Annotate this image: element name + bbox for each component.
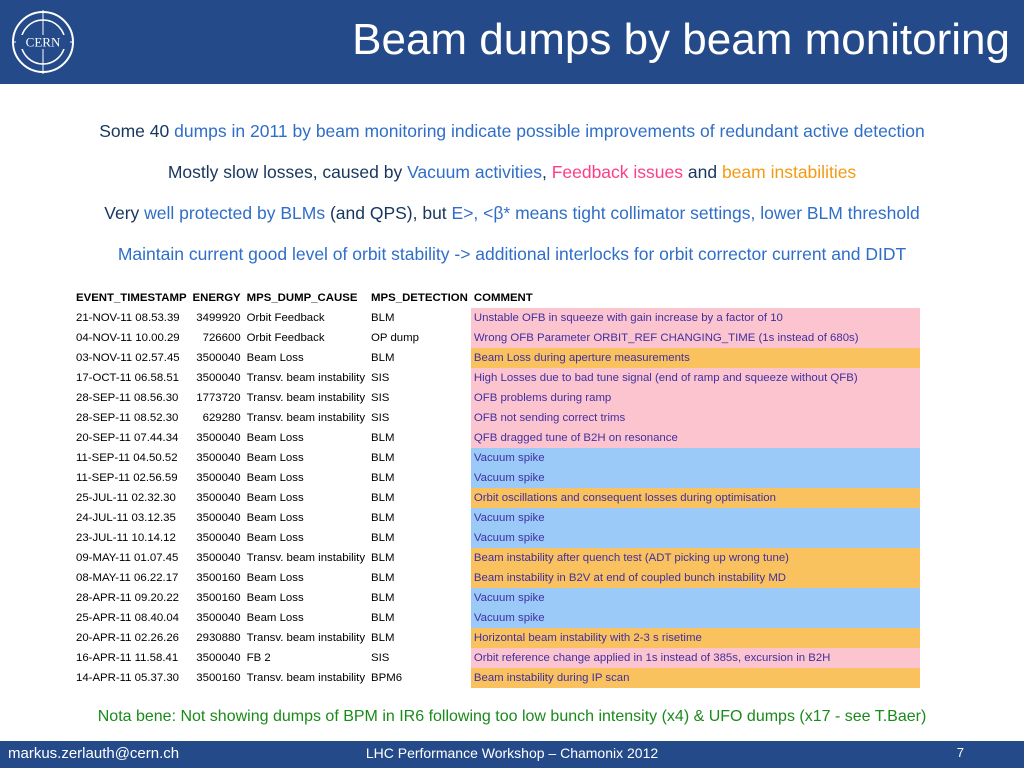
slide-title: Beam dumps by beam monitoring (352, 15, 1010, 64)
table-row (73, 408, 920, 428)
cell-energy: 726600 (202, 332, 241, 344)
cell-timestamp: 08-MAY-11 06.22.17 (76, 572, 179, 584)
cell-detection: BLM (371, 592, 395, 604)
cell-dump-cause: Beam Loss (246, 572, 304, 584)
cell-comment: Vacuum spike (471, 608, 920, 628)
bullet-text-segment: Vacuum activities (407, 162, 542, 182)
cell-detection: BPM6 (371, 672, 403, 684)
cell-energy: 1773720 (196, 392, 241, 404)
cell-energy: 3500040 (196, 512, 241, 524)
table-row (73, 368, 920, 388)
cell-dump-cause: Beam Loss (246, 452, 304, 464)
cell-dump-cause: Beam Loss (246, 612, 304, 624)
cell-detection: SIS (371, 412, 390, 424)
cell-detection: BLM (371, 632, 395, 644)
nota-bene-note: Nota bene: Not showing dumps of BPM in IR6 following too low bunch intensity (x4) & UFO dumps (x17 - see T.Baer) (97, 708, 927, 725)
cell-timestamp: 11-SEP-11 04.50.52 (76, 452, 178, 464)
cell-timestamp: 09-MAY-11 01.07.45 (76, 552, 179, 564)
cell-timestamp: 14-APR-11 05.37.30 (76, 672, 180, 684)
cell-timestamp: 20-SEP-11 07.44.34 (76, 432, 179, 444)
cell-detection: BLM (371, 472, 395, 484)
table-row (73, 568, 920, 588)
table-row (73, 648, 920, 668)
cell-timestamp: 21-NOV-11 08.53.39 (76, 312, 180, 324)
slide-footer (0, 741, 1024, 768)
cell-detection: BLM (371, 492, 395, 504)
footer-event: LHC Performance Workshop – Chamonix 2012 (365, 745, 659, 761)
cell-timestamp: 28-APR-11 09.20.22 (76, 592, 180, 604)
cell-timestamp: 28-SEP-11 08.52.30 (76, 412, 179, 424)
cell-comment: Beam instability in B2V at end of coupled bunch instability MD (471, 568, 920, 588)
cell-dump-cause: Transv. beam instability (246, 672, 366, 684)
cell-energy: 3500160 (196, 592, 241, 604)
cell-timestamp: 25-JUL-11 02.32.30 (76, 492, 176, 504)
cell-comment: Vacuum spike (471, 448, 920, 468)
cell-detection: SIS (371, 372, 390, 384)
svg-text:CERN: CERN (25, 34, 61, 50)
cell-timestamp: 04-NOV-11 10.00.29 (76, 332, 180, 344)
cern-logo (8, 8, 78, 76)
table-row (73, 468, 920, 488)
cell-timestamp: 25-APR-11 08.40.04 (76, 612, 180, 624)
cell-dump-cause: Transv. beam instability (246, 392, 366, 404)
cell-detection: BLM (371, 312, 395, 324)
cell-timestamp: 23-JUL-11 10.14.12 (76, 532, 176, 544)
cell-detection: BLM (371, 432, 395, 444)
cell-comment: Vacuum spike (471, 508, 920, 528)
cell-timestamp: 11-SEP-11 02.56.59 (76, 472, 178, 484)
cell-timestamp: 20-APR-11 02.26.26 (76, 632, 180, 644)
cell-detection: BLM (371, 512, 395, 524)
cell-comment: Beam Loss during aperture measurements (471, 348, 920, 368)
page-number: 7 (956, 745, 964, 760)
cell-energy: 3500040 (196, 532, 241, 544)
cell-comment: Vacuum spike (471, 588, 920, 608)
cell-comment: Orbit oscillations and consequent losses during optimisation (471, 488, 920, 508)
cell-detection: BLM (371, 452, 395, 464)
cell-dump-cause: Transv. beam instability (246, 412, 366, 424)
bullet-text-segment: Some 40 (99, 121, 175, 141)
table-row (73, 328, 920, 348)
cell-comment: High Losses due to bad tune signal (end of ramp and squeeze without QFB) (471, 368, 920, 388)
cell-comment: Vacuum spike (471, 468, 920, 488)
cell-energy: 3499920 (196, 312, 241, 324)
cell-comment: OFB problems during ramp (471, 388, 920, 408)
cell-energy: 3500040 (196, 612, 241, 624)
table-row (73, 428, 920, 448)
cell-energy: 3500040 (196, 352, 241, 364)
cell-timestamp: 24-JUL-11 03.12.35 (76, 512, 176, 524)
cell-comment: Wrong OFB Parameter ORBIT_REF CHANGING_TIME (1s instead of 680s) (471, 328, 920, 348)
bullet-text-segment: Feedback issues (551, 162, 684, 182)
cell-energy: 3500160 (196, 672, 241, 684)
cell-energy: 3500160 (196, 572, 241, 584)
bullet-text-segment: dumps in 2011 by beam monitoring indicate possible improvements of redundant active detection (174, 121, 925, 141)
cell-dump-cause: Beam Loss (246, 492, 304, 504)
cell-energy: 3500040 (196, 432, 241, 444)
header-event-timestamp: EVENT_TIMESTAMP (76, 292, 187, 304)
bullet-text-segment: and (683, 162, 722, 182)
table-row (73, 608, 920, 628)
cell-detection: SIS (371, 392, 390, 404)
bullet-line (0, 237, 1024, 278)
cell-dump-cause: Transv. beam instability (246, 632, 366, 644)
cell-dump-cause: Orbit Feedback (246, 312, 325, 324)
cell-energy: 2930880 (196, 632, 241, 644)
bullet-text-segment: (and QPS), but (325, 203, 452, 223)
cell-comment: Horizontal beam instability with 2-3 s risetime (471, 628, 920, 648)
bullet-text-segment: beam instabilities (721, 162, 857, 182)
bullet-text-segment: , (541, 162, 552, 182)
cell-dump-cause: Orbit Feedback (246, 332, 325, 344)
cell-dump-cause: Transv. beam instability (246, 372, 366, 384)
cell-detection: SIS (371, 652, 390, 664)
bullet-text-segment: Maintain current good level of orbit stability -> additional interlocks for orbit corrector current and DIDT (117, 244, 907, 264)
table-row (73, 448, 920, 468)
table-row (73, 668, 920, 688)
bullet-text-segment: Very (104, 203, 145, 223)
bullet-line (0, 196, 1024, 237)
bullet-line (0, 155, 1024, 196)
table-row (73, 348, 920, 368)
cell-comment: OFB not sending correct trims (471, 408, 920, 428)
cell-energy: 3500040 (196, 372, 241, 384)
cell-dump-cause: Transv. beam instability (246, 552, 366, 564)
table-row (73, 308, 920, 328)
cell-timestamp: 16-APR-11 11.58.41 (76, 652, 179, 664)
header-mps-dump-cause: MPS_DUMP_CAUSE (246, 292, 358, 304)
cell-detection: BLM (371, 612, 395, 624)
cell-comment: Beam instability after quench test (ADT picking up wrong tune) (471, 548, 920, 568)
table-row (73, 628, 920, 648)
header-mps-detection: MPS_DETECTION (371, 292, 468, 304)
header-comment: COMMENT (473, 292, 533, 304)
cell-energy: 3500040 (196, 492, 241, 504)
cell-timestamp: 17-OCT-11 06.58.51 (76, 372, 179, 384)
table-row (73, 388, 920, 408)
beam-dumps-table (73, 288, 920, 688)
table-row (73, 528, 920, 548)
bullet-line (0, 114, 1024, 155)
cell-detection: BLM (371, 352, 395, 364)
table-body (73, 308, 920, 688)
footer-email: markus.zerlauth@cern.ch (8, 745, 180, 762)
cell-dump-cause: Beam Loss (246, 592, 304, 604)
cell-dump-cause: Beam Loss (246, 512, 304, 524)
cell-comment: Beam instability during IP scan (471, 668, 920, 688)
table-row (73, 588, 920, 608)
bullet-text-segment: well protected by BLMs (144, 203, 326, 223)
cell-comment: QFB dragged tune of B2H on resonance (471, 428, 920, 448)
cell-detection: OP dump (371, 332, 419, 344)
table-row (73, 488, 920, 508)
table-row (73, 508, 920, 528)
cell-comment: Orbit reference change applied in 1s instead of 385s, excursion in B2H (471, 648, 920, 668)
cell-energy: 3500040 (196, 452, 241, 464)
cell-dump-cause: Beam Loss (246, 532, 304, 544)
cell-detection: BLM (371, 572, 395, 584)
cell-timestamp: 28-SEP-11 08.56.30 (76, 392, 179, 404)
slide-header (0, 0, 1024, 84)
cell-detection: BLM (371, 552, 395, 564)
bullet-list (0, 114, 1024, 278)
cell-energy: 3500040 (196, 552, 241, 564)
table-row (73, 548, 920, 568)
cell-detection: BLM (371, 532, 395, 544)
header-energy: ENERGY (192, 292, 241, 304)
cell-timestamp: 03-NOV-11 02.57.45 (76, 352, 180, 364)
cell-energy: 3500040 (196, 472, 241, 484)
cell-energy: 629280 (202, 412, 241, 424)
table-header-row (73, 288, 920, 308)
cell-energy: 3500040 (196, 652, 241, 664)
cell-comment: Unstable OFB in squeeze with gain increase by a factor of 10 (471, 308, 920, 328)
cell-dump-cause: Beam Loss (246, 432, 304, 444)
cell-comment: Vacuum spike (471, 528, 920, 548)
bullet-text-segment: Mostly slow losses, caused by (167, 162, 408, 182)
cell-dump-cause: FB 2 (246, 652, 271, 664)
cell-dump-cause: Beam Loss (246, 472, 304, 484)
cell-dump-cause: Beam Loss (246, 352, 304, 364)
bullet-text-segment: E>, <β* means tight collimator settings, lower BLM threshold (451, 203, 920, 223)
